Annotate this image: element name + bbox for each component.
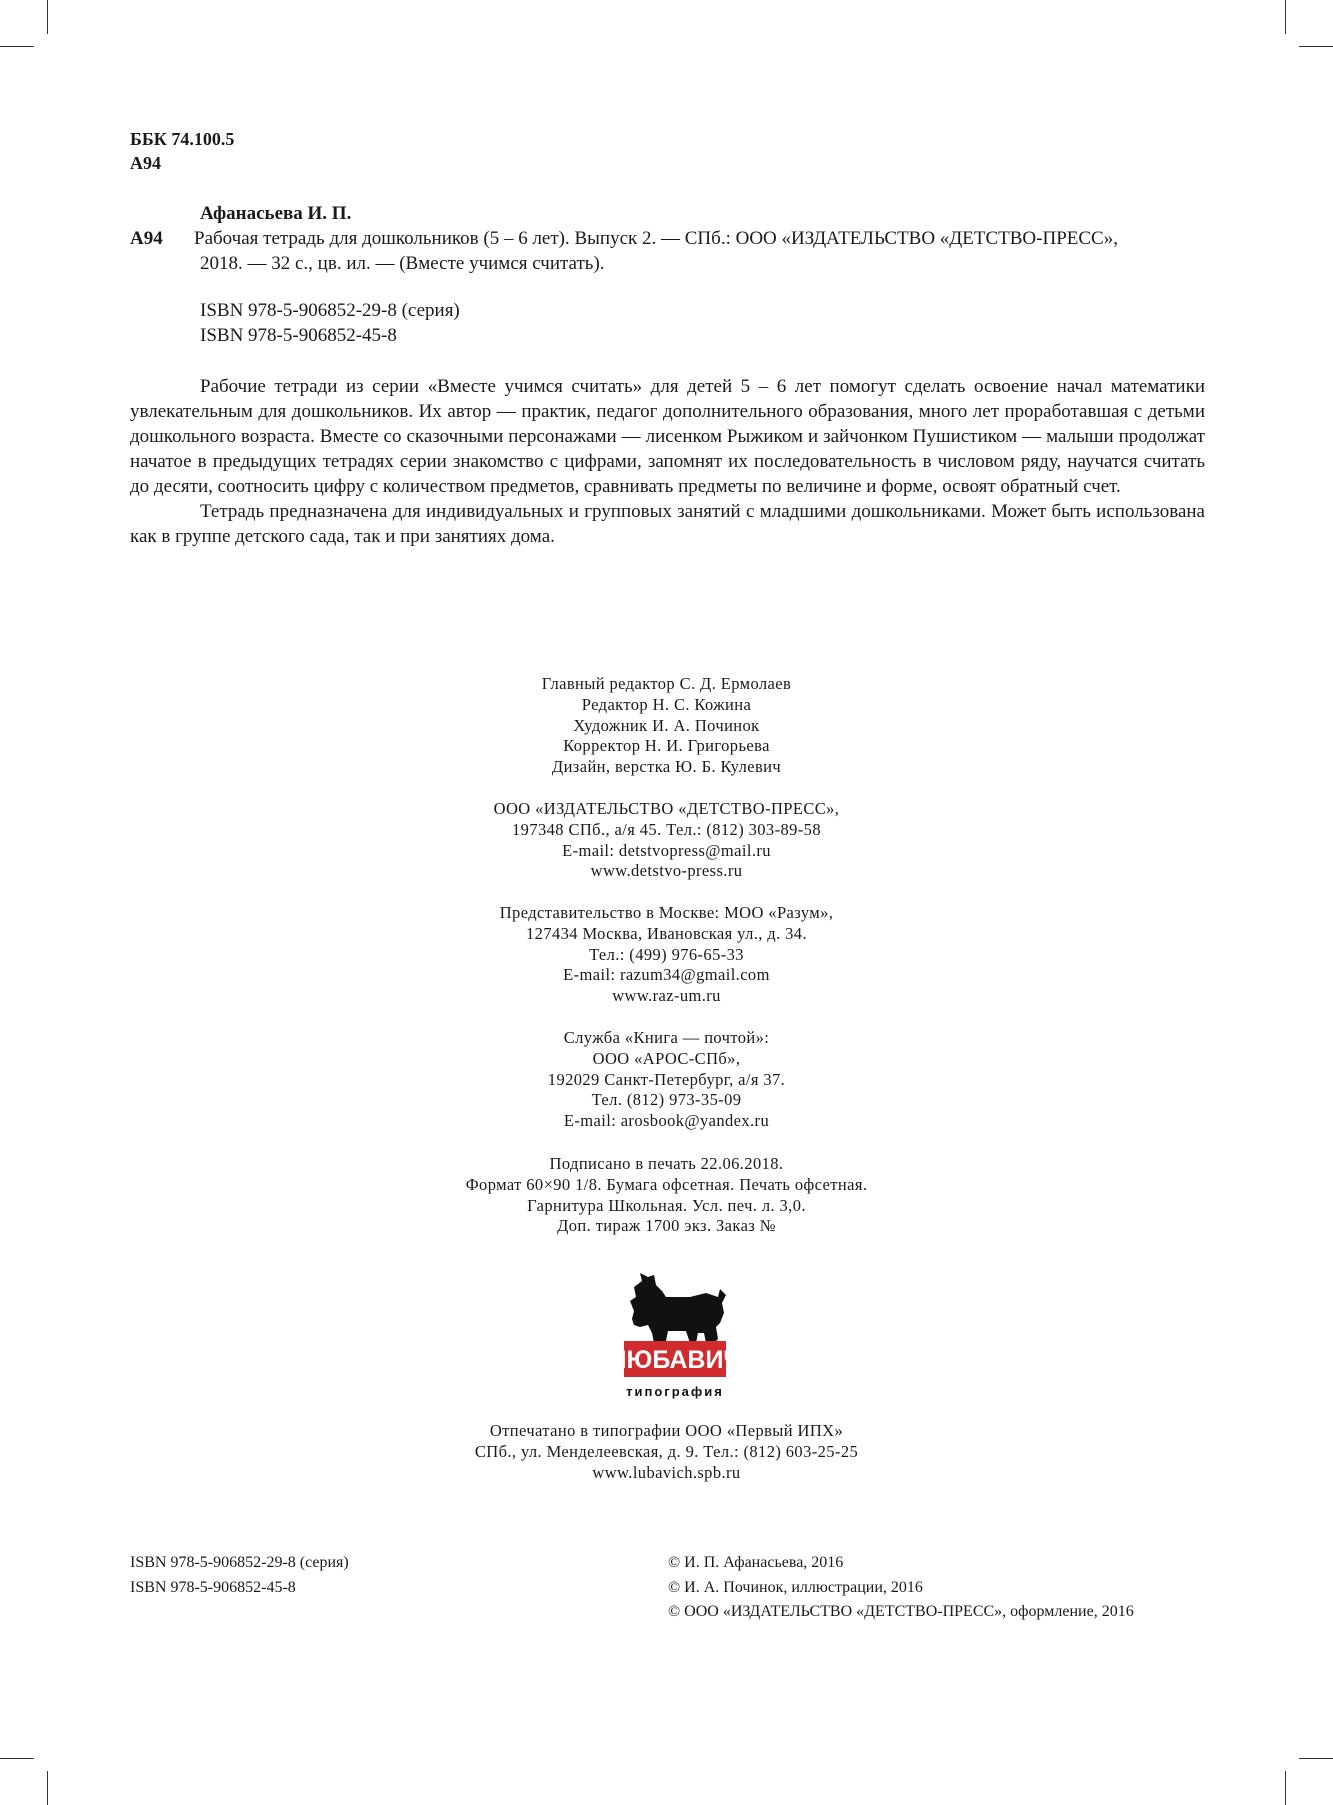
publisher-website: www.detstvo-press.ru: [590, 861, 743, 881]
printer-address: СПб., ул. Менделеевская, д. 9. Тел.: (812) 603-25-25: [474, 1441, 859, 1461]
biblio-mark: А94: [130, 228, 163, 249]
publisher-email: E-mail: detstvopress@mail.ru: [562, 840, 771, 860]
bbk-code: ББК 74.100.5: [130, 129, 235, 149]
crop-mark: [1299, 1758, 1333, 1759]
isbn-series: ISBN 978-5-906852-29-8 (серия): [130, 1554, 349, 1571]
bbk-block: [130, 127, 234, 175]
moscow-website: www.raz-um.ru: [612, 986, 721, 1006]
printer-logo: [610, 1267, 740, 1403]
crop-mark: [1285, 0, 1286, 34]
crop-mark: [1299, 46, 1333, 47]
staff-list: [0, 674, 1333, 778]
crop-mark: [47, 1771, 48, 1805]
moscow-office: [0, 903, 1333, 1007]
printer-website: www.lubavich.spb.ru: [592, 1462, 741, 1482]
format-info: Формат 60×90 1/8. Бумага офсетная. Печать офсетная.: [465, 1174, 868, 1194]
biblio-line-1: Рабочая тетрадь для дошкольников (5 – 6 лет). Выпуск 2. — СПб.: ООО «ИЗДАТЕЛЬСТВО «ДЕТСТВО-ПРЕСС»,: [194, 228, 1118, 249]
biblio-line-2: 2018. — 32 с., цв. ил. — (Вместе учимся считать).: [200, 253, 605, 274]
mail-service-company: ООО «АРОС-СПб»,: [592, 1048, 741, 1068]
isbn-bottom: [130, 1551, 349, 1600]
staff-corrector: Корректор Н. И. Григорьева: [563, 736, 770, 756]
printer-info: [0, 1421, 1333, 1483]
mail-service-title: Служба «Книга — почтой»:: [563, 1028, 770, 1047]
scottish-terrier-icon: [610, 1267, 740, 1403]
staff-chief-editor: Главный редактор С. Д. Ермолаев: [541, 674, 792, 693]
moscow-name: Представительство в Москве: МОО «Разум»,: [499, 903, 834, 922]
copyright-illustrations: © И. А. Починок, иллюстрации, 2016: [668, 1578, 923, 1596]
copyright-design: © ООО «ИЗДАТЕЛЬСТВО «ДЕТСТВО-ПРЕСС», оформление, 2016: [668, 1603, 1134, 1620]
mail-service-email: E-mail: arosbook@yandex.ru: [563, 1111, 770, 1131]
isbn-book: ISBN 978-5-906852-45-8: [130, 1578, 296, 1596]
staff-designer: Дизайн, верстка Ю. Б. Кулевич: [551, 757, 782, 777]
publisher-address: 197348 СПб., а/я 45. Тел.: (812) 303-89-58: [512, 819, 821, 839]
mail-service-address: 192029 Санкт-Петербург, а/я 37.: [547, 1069, 786, 1089]
crop-mark: [0, 1758, 34, 1759]
staff-artist: Художник И. А. Починок: [573, 715, 760, 735]
typeface-info: Гарнитура Школьная. Усл. печ. л. 3,0.: [527, 1195, 806, 1215]
logo-brand: ЛЮБАВИЧ: [610, 1346, 740, 1374]
annotation: [130, 374, 1205, 549]
publisher-name: ООО «ИЗДАТЕЛЬСТВО «ДЕТСТВО-ПРЕСС»,: [493, 799, 840, 818]
crop-mark: [0, 46, 34, 47]
printer-name: Отпечатано в типографии ООО «Первый ИПХ»: [489, 1421, 844, 1440]
isbn-top: [200, 298, 460, 348]
author-name: Афанасьева И. П.: [200, 203, 352, 224]
moscow-address: 127434 Москва, Ивановская ул., д. 34.: [526, 923, 807, 943]
publisher-info: [0, 799, 1333, 882]
biblio-row: [130, 226, 1205, 251]
staff-editor: Редактор Н. С. Кожина: [581, 694, 752, 714]
bibliographic-description: [130, 201, 1205, 276]
annotation-paragraph: Тетрадь предназначена для индивидуальных и групповых занятий с младшими дошкольниками. Может быть использована как в группе детского сада, так и при занятиях дома.: [130, 501, 1205, 547]
copyright-author: © И. П. Афанасьева, 2016: [668, 1554, 844, 1571]
signed-date: Подписано в печать 22.06.2018.: [549, 1154, 784, 1173]
logo-subtitle: типография: [626, 1384, 724, 1399]
isbn-series: ISBN 978-5-906852-29-8 (серия): [200, 300, 460, 321]
annotation-paragraph: Рабочие тетради из серии «Вместе учимся считать» для детей 5 – 6 лет помогут сделать освоение начал математики увлекательным для дошкольников. Их автор — практик, педагог дополнительного образования, много лет проработавшая с детьми дошкольного возраста. Вместе со сказочными персонажами — лисенком Рыжиком и зайчонком Пушистиком — малыши продолжат начатое в предыдущих тетрадях серии знакомство с цифрами, запомнят их последовательность в числовом ряду, научатся считать до десяти, соотносить цифру с количеством предметов, сравнивать предметы по величине и форме, освоят обратный счет.: [130, 376, 1205, 497]
print-run-info: Доп. тираж 1700 экз. Заказ №: [557, 1216, 776, 1236]
crop-mark: [47, 0, 48, 34]
moscow-email: E-mail: razum34@gmail.com: [563, 965, 770, 985]
author-mark: А94: [130, 153, 161, 173]
mail-service-phone: Тел. (812) 973-35-09: [591, 1090, 742, 1110]
moscow-phone: Тел.: (499) 976-65-33: [589, 944, 744, 964]
mail-service: [0, 1028, 1333, 1132]
crop-mark: [1285, 1771, 1286, 1805]
printing-details: [0, 1154, 1333, 1237]
isbn-book: ISBN 978-5-906852-45-8: [200, 325, 397, 346]
copyright-block: [668, 1551, 1134, 1625]
